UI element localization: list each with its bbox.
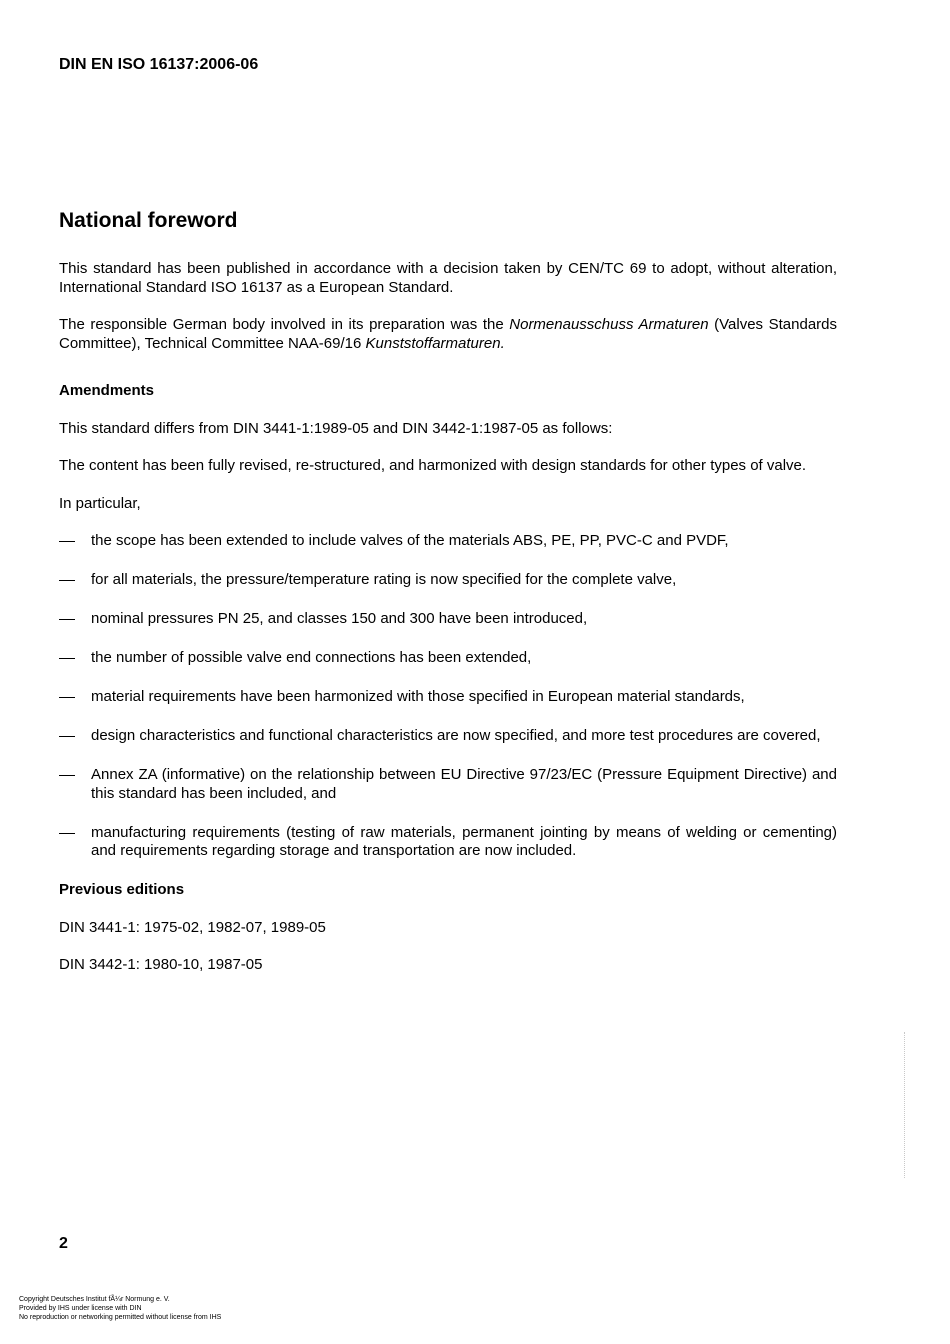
edition-line: DIN 3441-1: 1975-02, 1982-07, 1989-05 bbox=[59, 918, 326, 936]
list-item-text: nominal pressures PN 25, and classes 150 and 300 have been introduced, bbox=[91, 610, 588, 627]
amendments-heading: Amendments bbox=[59, 382, 155, 399]
list-item bbox=[59, 532, 837, 551]
list-item-text: manufacturing requirements (testing of raw materials, permanent jointing by means of welding or cementing) and requirements regarding storage and transportation are now included. bbox=[91, 823, 837, 859]
list-item bbox=[59, 824, 837, 861]
amendments-paragraph: This standard differs from DIN 3441-1:1989-05 and DIN 3442-1:1987-05 as follows: bbox=[59, 419, 613, 437]
list-item-text: Annex ZA (informative) on the relationship between EU Directive 97/23/EC (Pressure Equipment Directive) and this standard has been included, and bbox=[91, 766, 837, 802]
dash-icon bbox=[59, 775, 75, 776]
dash-icon bbox=[59, 619, 75, 620]
intro-paragraphs bbox=[59, 260, 837, 353]
previous-editions-heading: Previous editions bbox=[59, 881, 185, 898]
dash-icon bbox=[59, 658, 75, 659]
text-run: The responsible German body involved in its preparation was the bbox=[59, 316, 510, 333]
list-item-text: for all materials, the pressure/temperature rating is now specified for the complete valve, bbox=[91, 571, 677, 588]
list-item-text: design characteristics and functional characteristics are now specified, and more test procedures are covered, bbox=[91, 727, 821, 744]
side-watermark bbox=[904, 1032, 915, 1178]
dash-icon bbox=[59, 541, 75, 542]
dash-icon bbox=[59, 580, 75, 581]
footer-line: No reproduction or networking permitted without license from IHS bbox=[19, 1314, 222, 1321]
text-run: This standard has been published in accordance with a decision taken by CEN/TC 69 to adopt, without alteration, International Standard ISO 16137 as a European Standard. bbox=[59, 260, 837, 296]
document-header: DIN EN ISO 16137:2006-06 bbox=[59, 56, 259, 73]
amendments-list bbox=[59, 532, 837, 861]
list-item bbox=[59, 766, 837, 803]
list-item-text: the scope has been extended to include valves of the materials ABS, PE, PP, PVC-C and PVDF, bbox=[91, 532, 729, 549]
list-item-text: the number of possible valve end connections has been extended, bbox=[91, 649, 532, 666]
list-item-text: material requirements have been harmonized with those specified in European material standards, bbox=[91, 688, 745, 705]
page-number: 2 bbox=[59, 1235, 68, 1252]
text-run: (Valves Standards Committee), Technical Committee NAA-69/16 bbox=[59, 316, 838, 352]
amendments-paragraph: In particular, bbox=[59, 494, 141, 512]
italic-text: Kunststoffarmaturen. bbox=[365, 334, 505, 352]
footer-line: Copyright Deutsches Institut fÃ¼r Normung e. V. bbox=[19, 1296, 170, 1303]
document-body bbox=[59, 260, 837, 994]
list-item bbox=[59, 571, 837, 590]
italic-text: Normenausschuss Armaturen bbox=[509, 316, 709, 333]
footer-line: Provided by IHS under license with DIN bbox=[19, 1305, 142, 1312]
section-title: National foreword bbox=[59, 209, 238, 232]
list-item bbox=[59, 610, 837, 629]
list-item bbox=[59, 688, 837, 707]
intro-paragraph bbox=[59, 260, 837, 297]
list-item bbox=[59, 727, 837, 746]
dash-icon bbox=[59, 833, 75, 834]
intro-paragraph bbox=[59, 316, 837, 353]
list-item bbox=[59, 649, 837, 668]
dash-icon bbox=[59, 736, 75, 737]
dash-icon bbox=[59, 697, 75, 698]
amendments-paragraph: The content has been fully revised, re-structured, and harmonized with design standards for other types of valve. bbox=[59, 457, 807, 474]
edition-line: DIN 3442-1: 1980-10, 1987-05 bbox=[59, 956, 263, 973]
copyright-footer bbox=[19, 1295, 221, 1322]
